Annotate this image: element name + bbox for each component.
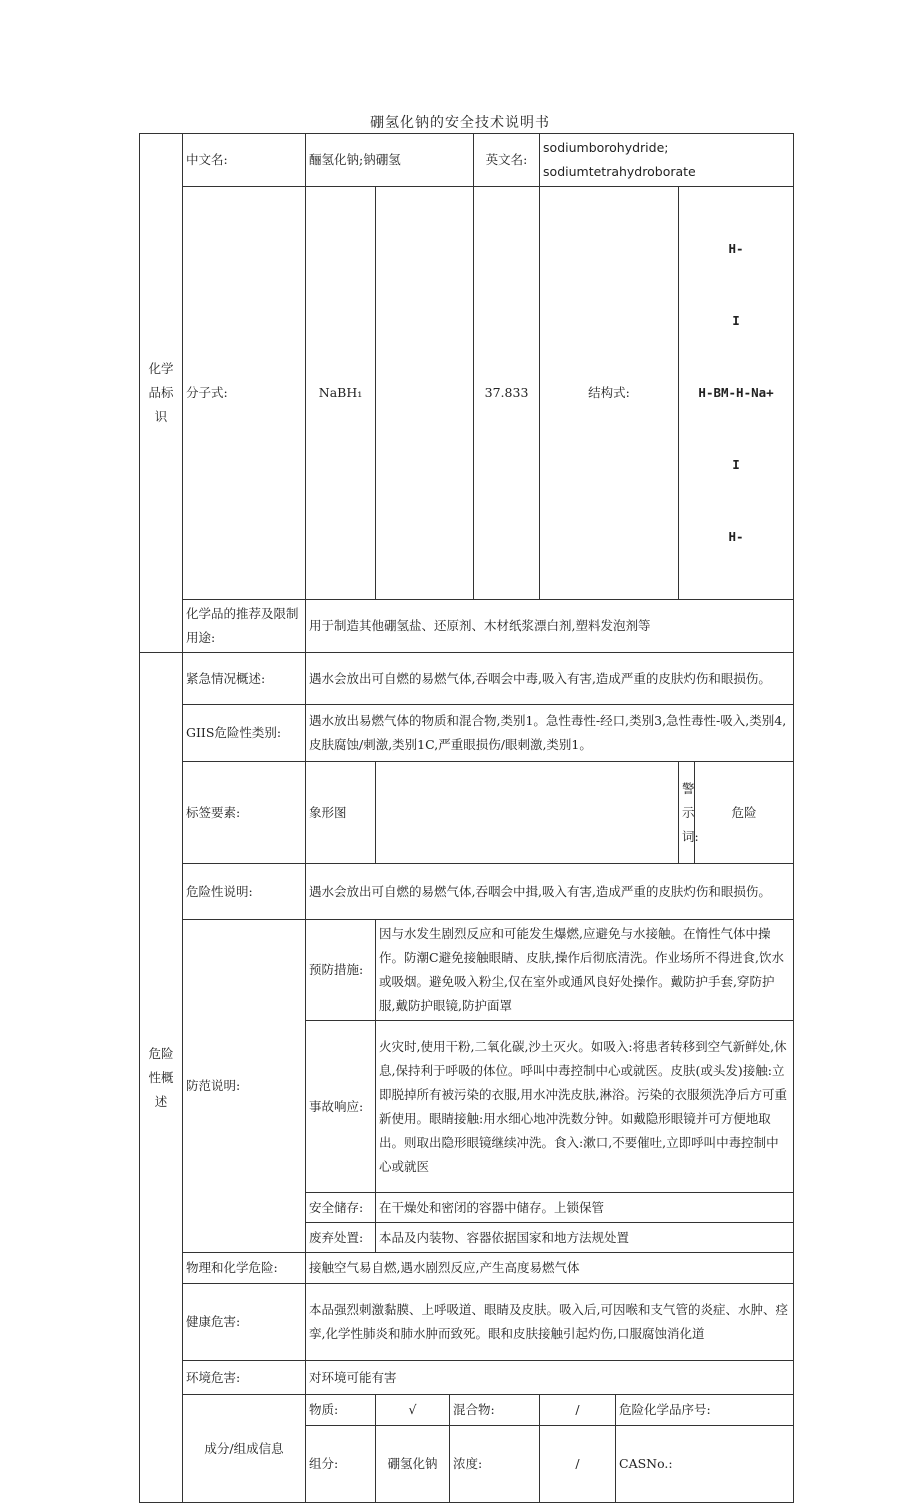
en-name-label: 英文名: bbox=[474, 134, 540, 187]
response-label: 事故响应: bbox=[306, 1021, 376, 1193]
pictogram-area bbox=[376, 762, 679, 864]
disposal-value: 本品及内装物、容器依据国家和地方法规处置 bbox=[376, 1223, 794, 1253]
structure-label: 结构式: bbox=[540, 187, 679, 600]
structure-line: I bbox=[732, 313, 740, 328]
section-hazard-overview: 危险性概述 bbox=[140, 653, 183, 1503]
environment-hazard-value: 对环境可能有害 bbox=[306, 1361, 794, 1395]
structure-line: H-BM-H-Na+ bbox=[698, 385, 774, 400]
storage-value: 在干燥处和密闭的容器中储存。上锁保管 bbox=[376, 1193, 794, 1223]
prevention-label: 预防措施: bbox=[306, 920, 376, 1021]
signal-word-label: 警示词: bbox=[679, 762, 695, 864]
ghs-value: 遇水放出易燃气体的物质和混合物,类别1。急性毒性-经口,类别3,急性毒性-吸入,类别4,皮肤腐蚀/刺激,类别1C,严重眼损伤/眼刺激,类别1。 bbox=[306, 705, 794, 762]
ghs-label: GIIS危险性类别: bbox=[183, 705, 306, 762]
section-composition: 成分/组成信息 bbox=[183, 1395, 306, 1503]
document-title: 硼氢化钠的安全技术说明书 bbox=[370, 115, 550, 131]
hazard-statement-value: 遇水会放出可自燃的易燃气体,吞咽会中揖,吸入有害,造成严重的皮肤灼伤和眼损伤。 bbox=[306, 864, 794, 920]
cas-label: CASNo.: bbox=[616, 1426, 794, 1503]
health-hazard-label: 健康危害: bbox=[183, 1284, 306, 1361]
emergency-value: 遇水会放出可自燃的易燃气体,吞咽会中毒,吸入有害,造成严重的皮肤灼伤和眼损伤。 bbox=[306, 653, 794, 705]
prevention-value: 因与水发生剧烈反应和可能发生爆燃,应避免与水接触。在惰性气体中操作。防潮C避免接触眼睛、皮肤,操作后彻底清洗。作业场所不得进食,饮水或吸烟。避免吸入粉尘,仅在室外或通风良好处操作。戴防护手套,穿防护服,戴防护眼镜,防护面罩 bbox=[376, 920, 794, 1021]
hazard-number-label: 危险化学品序号: bbox=[616, 1395, 794, 1426]
cn-name-label: 中文名: bbox=[183, 134, 306, 187]
storage-label: 安全储存: bbox=[306, 1193, 376, 1223]
section-identification: 化学品标识 bbox=[140, 134, 183, 653]
physchem-hazard-label: 物理和化学危险: bbox=[183, 1253, 306, 1284]
physchem-hazard-value: 接触空气易自燃,遇水剧烈反应,产生高度易燃气体 bbox=[306, 1253, 794, 1284]
formula-value: NaBH₁ bbox=[306, 187, 376, 600]
mixture-label: 混合物: bbox=[450, 1395, 540, 1426]
structure-line: I bbox=[732, 457, 740, 472]
pictogram-label: 象形图 bbox=[306, 762, 376, 864]
use-value: 用于制造其他硼氢盐、还原剂、木材纸浆漂白剂,塑料发泡剂等 bbox=[306, 600, 794, 653]
component-label: 组分: bbox=[306, 1426, 376, 1503]
health-hazard-value: 本品强烈刺激黏膜、上呼吸道、眼睛及皮肤。吸入后,可因喉和支气管的炎症、水肿、痉挛,化学性肺炎和肺水肿而致死。眼和皮肤接触引起灼伤,口服腐蚀消化道 bbox=[306, 1284, 794, 1361]
mixture-value: / bbox=[540, 1395, 616, 1426]
en-name-line-1: sodiumborohydride; bbox=[543, 140, 669, 155]
safety-data-table bbox=[139, 133, 794, 1503]
use-label: 化学品的推荐及限制用途: bbox=[183, 600, 306, 653]
formula-label: 分子式: bbox=[183, 187, 306, 600]
concentration-value: / bbox=[540, 1426, 616, 1503]
environment-hazard-label: 环境危害: bbox=[183, 1361, 306, 1395]
molecular-weight-value: 37.833 bbox=[474, 187, 540, 600]
disposal-label: 废弃处置: bbox=[306, 1223, 376, 1253]
structure-line: H- bbox=[728, 241, 744, 256]
concentration-label: 浓度: bbox=[450, 1426, 540, 1503]
structure-formula bbox=[679, 187, 794, 600]
emergency-label: 紧急情况概述: bbox=[183, 653, 306, 705]
substance-label: 物质: bbox=[306, 1395, 376, 1426]
response-value: 火灾时,使用干粉,二氧化碳,沙土灭火。如吸入:将患者转移到空气新鲜处,休息,保持利于呼吸的体位。呼叫中毒控制中心或就医。皮肤(或头发)接触:立即脱掉所有被污染的衣服,用水冲洗皮肤,淋浴。污染的衣服须洗净后方可重新使用。眼睛接触:用水细心地冲洗数分钟。如戴隐形眼镜并可方便地取出。则取出隐形眼镜继续冲洗。食入:漱口,不要催吐,立即呼叫中毒控制中心或就医 bbox=[376, 1021, 794, 1193]
en-name-line-2: sodiumtetrahydroborate bbox=[543, 164, 696, 179]
component-value: 硼氢化钠 bbox=[376, 1426, 450, 1503]
formula-blank bbox=[376, 187, 474, 600]
en-name-value bbox=[540, 134, 794, 187]
signal-word-value: 危险 bbox=[695, 762, 794, 864]
cn-name-value: 酾氢化钠;钠硼氢 bbox=[306, 134, 474, 187]
label-elements-label: 标签要素: bbox=[183, 762, 306, 864]
precaution-label: 防范说明: bbox=[183, 920, 306, 1253]
structure-line: H- bbox=[728, 529, 744, 544]
hazard-statement-label: 危险性说明: bbox=[183, 864, 306, 920]
substance-value: √ bbox=[376, 1395, 450, 1426]
